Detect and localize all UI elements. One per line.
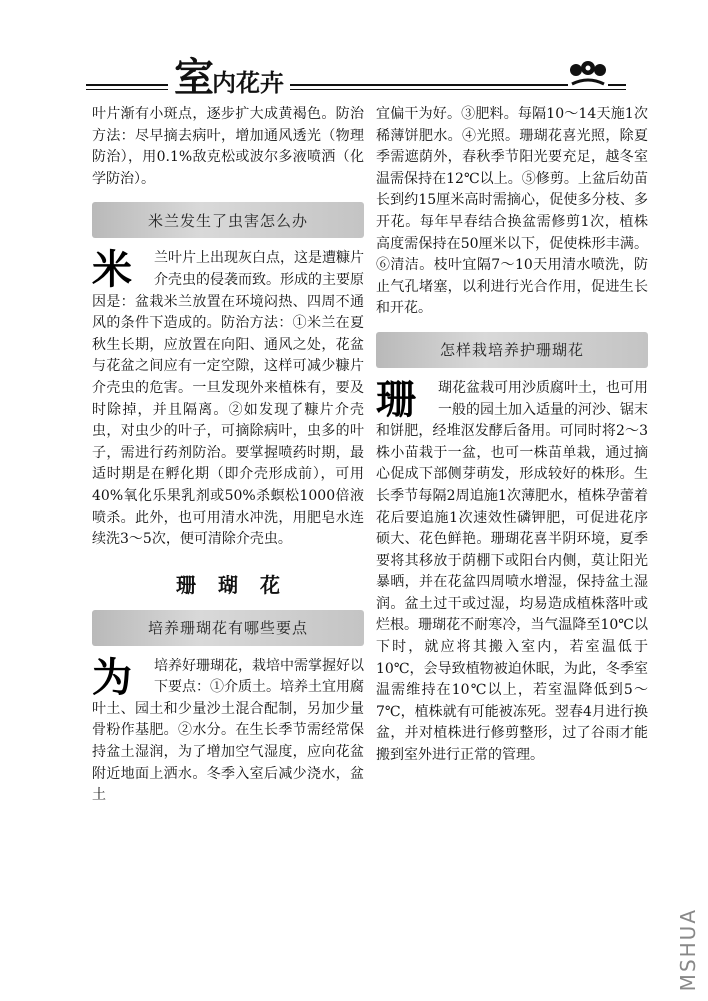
right-column xyxy=(376,104,648,767)
section-title-coral-flower: 珊瑚花 xyxy=(176,572,302,597)
page-header xyxy=(86,56,626,104)
banner-coral-care: 怎样栽培养护珊瑚花 xyxy=(376,332,648,368)
left-column xyxy=(92,104,364,807)
article-milan-text: 兰叶片上出现灰白点，这是遭糠片介壳虫的侵袭而致。形成的主要原因是：盆栽米兰放置在环境闷热、四周不通风的条件下造成的。防治方法：①米兰在夏秋生长期，应放置在向阳、通风之处，花盆与花盆之间应有一定空隙，这样可减少糠片介壳虫的危害。一旦发现外来植株有，要及时除掉，并且隔离。②如发现了糠片介壳虫，对虫少的叶子，可摘除病叶，虫多的叶子，需进行药剂防治。要掌握喷药时期，最适时期是在孵化期（即介壳形成前），可用40%氧化乐果乳剂或50%杀螟松1000倍液喷杀。此外，也可用清水冲洗，用肥皂水连续洗3～5次，便可清除介壳虫。 xyxy=(92,250,364,548)
article-key-points-text: 培养好珊瑚花，栽培中需掌握好以下要点：①介质土。培养土宜用腐叶土、园土和少量沙土混合配制，另加少量骨粉作基肥。②水分。在生长季节需经常保持盆土湿润，为了增加空气湿度，应向花盆附近地面上洒水。冬季入室后减少浇水，盆土 xyxy=(92,657,364,804)
intro-paragraph: 叶片渐有小斑点，逐步扩大成黄褐色。防治方法：尽早摘去病叶，增加通风透光（物理防治），用0.1%敌克松或波尔多液喷洒（化学防治）。 xyxy=(92,106,364,187)
banner-milan-pests: 米兰发生了虫害怎么办 xyxy=(92,202,364,238)
watermark: MSHUA xyxy=(676,907,700,991)
article-coral-care xyxy=(376,378,648,767)
flower-logo-icon xyxy=(568,60,608,88)
header-title-big: 室 xyxy=(174,55,212,101)
header-rule-thin xyxy=(86,89,626,90)
dropcap-wei: 为 xyxy=(92,654,132,701)
article-key-points-continued: 宜偏干为好。③肥料。每隔10～14天施1次稀薄饼肥水。④光照。珊瑚花喜光照，除夏季需遮荫外，春秋季节阳光要充足，越冬室温需保持在12℃以上。⑤修剪。上盆后幼苗长到约15厘米高时需摘心，促使多分枝、多开花。每年早春结合换盆需修剪1次，植株高度需保持在50厘米以下，促使株形丰满。⑥清洁。枝叶宜隔7～10天用清水喷洗，防止气孔堵塞，以利进行光合作用，促进生长和开花。 xyxy=(376,106,648,317)
header-rule xyxy=(86,84,626,86)
article-milan xyxy=(92,248,364,550)
banner-coral-key-points: 培养珊瑚花有哪些要点 xyxy=(92,610,364,646)
dropcap-shan: 珊 xyxy=(376,376,416,423)
header-title-small: 内花卉 xyxy=(212,69,284,97)
dropcap-mi: 米 xyxy=(92,247,132,294)
header-title xyxy=(168,56,290,100)
article-key-points xyxy=(92,656,364,807)
article-coral-care-text: 瑚花盆栽可用沙质腐叶土，也可用一般的园土加入适量的河沙、锯末和饼肥，经堆沤发酵后备用。可同时将2～3株小苗栽于一盆，也可一株苗单栽，通过摘心促成下部侧芽萌发，形成较好的株形。生长季节每隔2周追施1次薄肥水，植株孕蕾着花后要追施1次速效性磷钾肥，可促进花序硕大、花色鲜艳。珊瑚花喜半阴环境，夏季要将其移放于荫棚下或阳台内侧，莫让阳光暴晒，并在花盆四周喷水增湿，保持盆土湿润。盆土过干或过湿，均易造成植株落叶或烂根。珊瑚花不耐寒冷，当气温降至10℃以下时，就应将其搬入室内，若室温低于10℃，会导致植物被迫休眠，为此，冬季室温需维持在10℃以上，若室温降低到5～7℃，植株就有可能被冻死。翌春4月进行换盆，并对植株进行修剪整形，过了谷雨才能搬到室外进行正常的管理。 xyxy=(376,379,648,764)
